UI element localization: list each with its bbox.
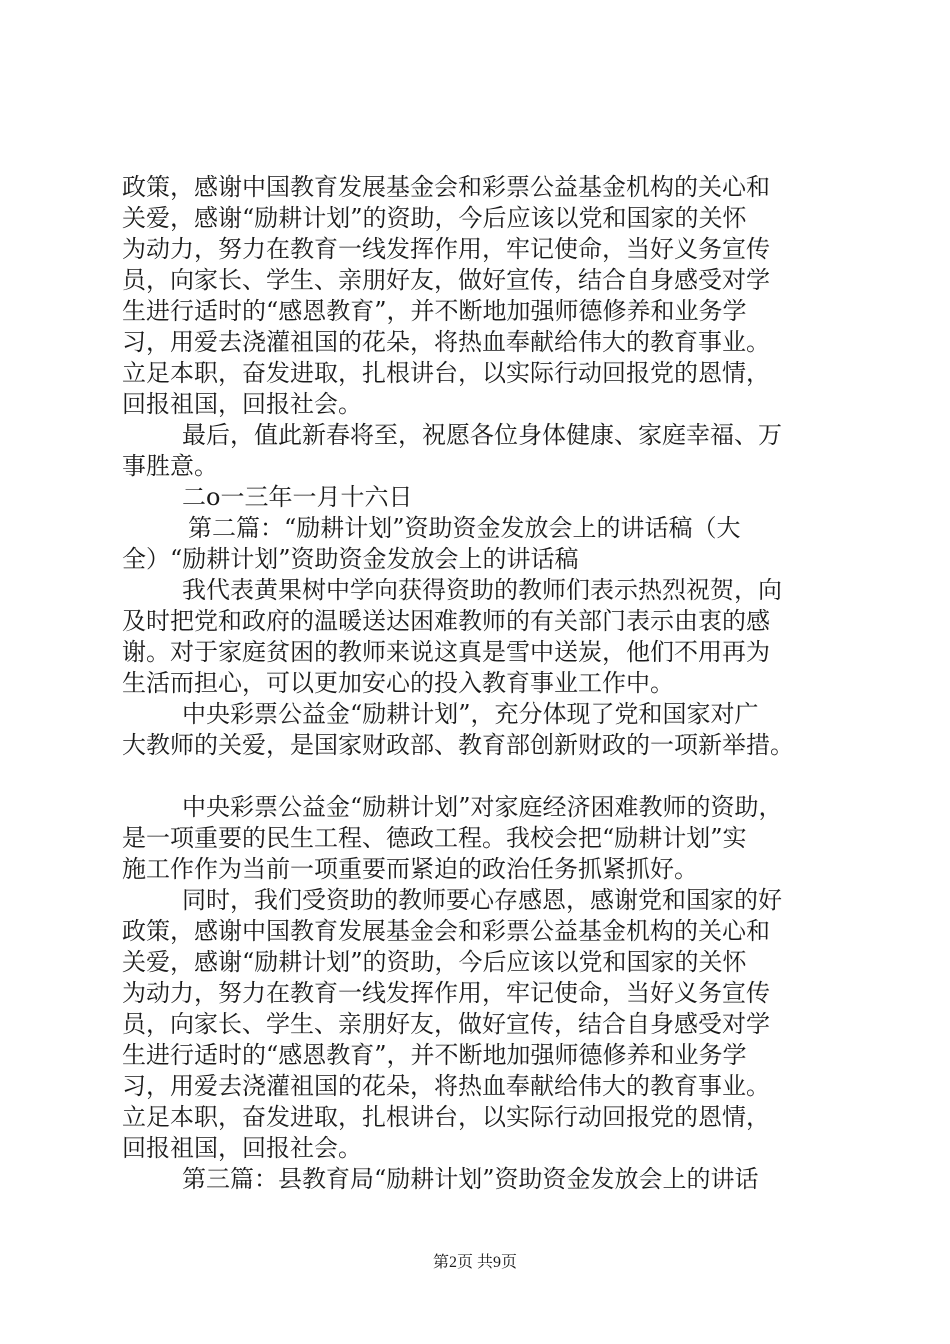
text-line: 中央彩票公益金“励耕计划”，充分体现了党和国家对广 [182,700,759,728]
text-line: 习，用爱去浇灌祖国的花朵，将热血奉献给伟大的教育事业。 [122,328,770,356]
text-line: 员，向家长、学生、亲朋好友，做好宣传，结合自身感受对学 [122,266,770,294]
text-line: 中央彩票公益金“励耕计划”对家庭经济困难教师的资助， [182,793,783,821]
text-line: 回报祖国，回报社会。 [122,1134,362,1162]
text-line: 政策，感谢中国教育发展基金会和彩票公益基金机构的关心和 [122,917,770,945]
section-heading: 全）“励耕计划”资助资金发放会上的讲话稿 [122,545,579,573]
text-line: 立足本职，奋发进取，扎根讲台，以实际行动回报党的恩情， [122,1103,770,1131]
text-line: 关爱，感谢“励耕计划”的资助，今后应该以党和国家的关怀 [122,204,747,232]
text-line: 同时，我们受资助的教师要心存感恩，感谢党和国家的好 [182,886,782,914]
text-line: 生进行适时的“感恩教育”，并不断地加强师德修养和业务学 [122,297,747,325]
text-line: 为动力，努力在教育一线发挥作用，牢记使命，当好义务宣传 [122,979,770,1007]
page-number: 第2页 共9页 [432,1254,517,1271]
text-line: 生活而担心，可以更加安心的投入教育事业工作中。 [122,669,674,697]
text-line: 施工作作为当前一项重要而紧迫的政治任务抓紧抓好。 [122,855,698,883]
text-line: 是一项重要的民生工程、德政工程。我校会把“励耕计划”实 [122,824,747,852]
text-line: 我代表黄果树中学向获得资助的教师们表示热烈祝贺，向 [182,576,782,604]
section-heading: 第三篇：县教育局“励耕计划”资助资金发放会上的讲话 [182,1165,759,1193]
text-line: 回报祖国，回报社会。 [122,390,362,418]
text-line: 最后，值此新春将至，祝愿各位身体健康、家庭幸福、万 [182,421,782,449]
text-line: 谢。对于家庭贫困的教师来说这真是雪中送炭，他们不用再为 [122,638,770,666]
text-line: 政策，感谢中国教育发展基金会和彩票公益基金机构的关心和 [122,173,770,201]
text-line: 为动力，努力在教育一线发挥作用，牢记使命，当好义务宣传 [122,235,770,263]
text-line: 事胜意。 [122,452,218,480]
section-heading: 第二篇：“励耕计划”资助资金发放会上的讲话稿（大 [188,514,741,542]
text-line: 关爱，感谢“励耕计划”的资助，今后应该以党和国家的关怀 [122,948,747,976]
text-line: 生进行适时的“感恩教育”，并不断地加强师德修养和业务学 [122,1041,747,1069]
date-line: 二o一三年一月十六日 [182,483,413,511]
text-line: 大教师的关爱，是国家财政部、教育部创新财政的一项新举措。 [122,731,794,759]
text-line: 立足本职，奋发进取，扎根讲台，以实际行动回报党的恩情， [122,359,770,387]
text-line: 员，向家长、学生、亲朋好友，做好宣传，结合自身感受对学 [122,1010,770,1038]
text-line: 及时把党和政府的温暖送达困难教师的有关部门表示由衷的感 [122,607,770,635]
text-line: 习，用爱去浇灌祖国的花朵，将热血奉献给伟大的教育事业。 [122,1072,770,1100]
